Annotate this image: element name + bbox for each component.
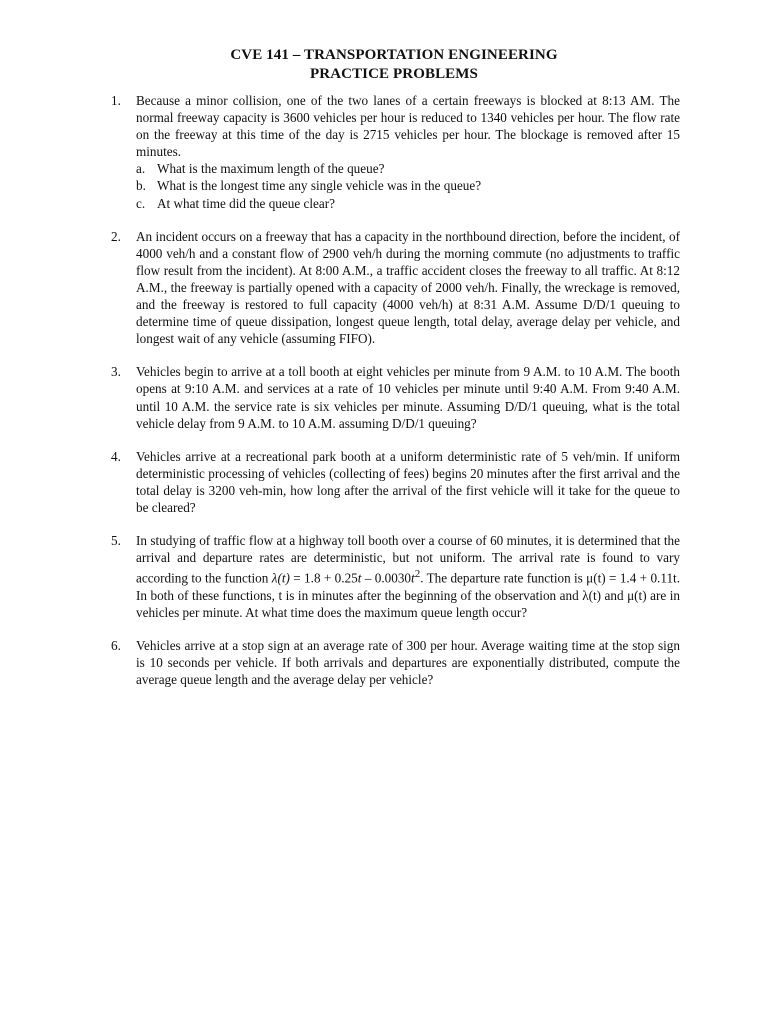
problem-number: 5. xyxy=(111,533,121,549)
sub-question-text: At what time did the queue clear? xyxy=(157,195,335,211)
sub-question-text: What is the maximum length of the queue? xyxy=(157,161,385,177)
title-line-2: PRACTICE PROBLEMS xyxy=(310,66,478,82)
problem-3 xyxy=(108,363,680,431)
formula-variable: t xyxy=(411,570,415,586)
sub-question-letter: a. xyxy=(136,161,146,177)
formula-lambda: λ(t) xyxy=(271,570,290,586)
problem-2 xyxy=(108,228,680,348)
title-line-1: CVE 141 – TRANSPORTATION ENGINEERING xyxy=(230,47,558,63)
problem-text: An incident occurs on a freeway that has a capacity in the northbound direction, before the incident, of 4000 veh/h and a constant flow of 2900 veh/h during the morning commute (no adjustments to traffic flow result from the incident). At 8:00 A.M., a traffic accident closes the freeway to all traffic. At 8:12 A.M., the freeway is partially opened with a capacity of 2000 veh/h. Finally, the wreckage is removed, and the freeway is restored to full capacity (4000 veh/h) at 8:31 A.M. Assume D/D/1 queuing to determine time of queue dissipation, longest queue length, total delay, average delay per vehicle, and longest wait of any vehicle (assuming FIFO). xyxy=(136,228,680,347)
problem-text: Vehicles arrive at a recreational park booth at a uniform deterministic rate of 5 veh/min. If uniform deterministic processing of vehicles (collecting of fees) begins 20 minutes after the first arrival and the total delay is 3200 veh-min, how long after the arrival of the first vehicle will it take for the queue to be cleared? xyxy=(136,448,680,515)
problem-4 xyxy=(108,448,680,516)
problem-6 xyxy=(108,637,680,688)
sub-question-list xyxy=(136,160,680,211)
problem-text-rest: . The departure rate function is μ(t) = 1.4 + 0.11t. In both of these functions, t is in minutes after the beginning of the observation and λ(t) and μ(t) are in vehicles per minute. At what time does the maximum queue length occur? xyxy=(136,570,681,620)
problem-1 xyxy=(108,92,680,212)
problem-list xyxy=(108,92,680,688)
problem-number: 1. xyxy=(111,93,121,108)
document-title xyxy=(108,46,680,84)
formula-part: = 1.8 + 0.25 xyxy=(289,570,358,586)
formula-variable: t xyxy=(357,570,362,586)
sub-question-a xyxy=(136,160,680,177)
problem-text: Because a minor collision, one of the two lanes of a certain freeways is blocked at 8:13 AM. The normal freeway capacity is 3600 vehicles per hour is reduced to 1340 vehicles per hour. The flow rate on the freeway at this time of the day is 2715 vehicles per hour. The blockage is removed after 15 minutes. xyxy=(136,93,680,160)
problem-text xyxy=(136,532,680,621)
sub-question-c xyxy=(136,195,680,212)
problem-number: 3. xyxy=(111,364,121,380)
problem-text-intro: In studying of traffic flow at a highway toll booth over a course of 60 minutes, it is determined that the arrival and departure rates are deterministic, but not uniform. The arrival rate is found to vary according to the function xyxy=(136,533,680,586)
sub-question-letter: b. xyxy=(136,178,146,194)
problem-number: 6. xyxy=(111,637,121,653)
problem-number: 2. xyxy=(111,228,121,244)
problem-5 xyxy=(108,532,680,621)
formula-part: – 0.0030 xyxy=(361,570,412,586)
sub-question-text: What is the longest time any single vehicle was in the queue? xyxy=(157,178,482,194)
formula-exponent: 2 xyxy=(414,568,421,581)
problem-text: Vehicles begin to arrive at a toll booth at eight vehicles per minute from 9 A.M. to 10 A.M. The booth opens at 9:10 A.M. and services at a rate of 10 vehicles per minute until 9:40 A.M. From 9:40 A.M. until 10 A.M. the service rate is six vehicles per minute. Assuming D/D/1 queuing, what is the total vehicle delay from 9 A.M. to 10 A.M. assuming D/D/1 queuing? xyxy=(136,364,680,431)
sub-question-b xyxy=(136,177,680,194)
problem-number: 4. xyxy=(111,448,121,464)
problem-text: Vehicles arrive at a stop sign at an average rate of 300 per hour. Average waiting time at the stop sign is 10 seconds per vehicle. If both arrivals and departures are exponentially distributed, compute the average queue length and the average delay per vehicle? xyxy=(136,637,680,688)
sub-question-letter: c. xyxy=(136,195,146,211)
